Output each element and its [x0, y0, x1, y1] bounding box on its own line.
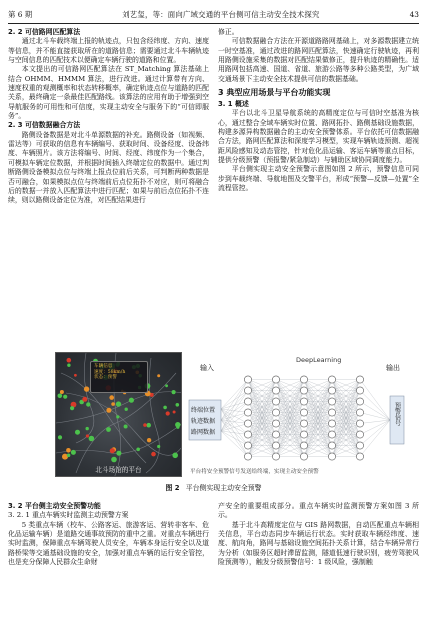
input-road-label: 路网数据 [191, 429, 216, 436]
output-warning-label: 预警信号 [393, 402, 401, 426]
network-node [244, 420, 251, 427]
network-node [272, 387, 279, 394]
paragraph-continuation: 产安全的重要组成部分。重点车辆实时监测预警方案如图 3 所示。 [218, 502, 419, 520]
figure-number: 图 2 [165, 484, 180, 492]
figure-caption-text: 平台侧实现主动安全预警 [185, 484, 262, 492]
vehicle-point [66, 448, 71, 453]
network-node [244, 442, 251, 449]
paragraph: 通过北斗车载终端上报的轨迹点，只包含经纬度、方向、速度等信息，并不能直接获取所在的道路信息；需要通过北斗车辆轨迹与空间信息的匹配技术以便确定车辆行驶的道路和位置。 [8, 37, 209, 65]
section-heading-2-3: 2. 3 可信数据融合方法 [8, 121, 81, 130]
network-node [272, 431, 279, 438]
left-column-top [8, 28, 209, 206]
vehicle-point [75, 430, 80, 435]
paragraph: 5 类重点车辆（校车、公路客运、旅游客运、营转非客车、危化品运输车辆）是道路交通事故预防的重中之重。对重点车辆进行实时监测，保障重点车辆驾驶人员安全，车辆本身运行安全以及道路桥梁等交通基础设施的安全，加强对重点车辆的运行安全管控，也是充分保障人民群众生命财 [8, 520, 209, 567]
network-node [272, 398, 279, 405]
bottom-note: 平台将安全预警信号发送给终端，实现主动安全预警 [190, 469, 319, 475]
network-node [356, 442, 363, 449]
deep-learning-diagram [186, 352, 418, 477]
vehicle-point [176, 426, 179, 429]
network-edge [221, 424, 248, 432]
network-node [244, 376, 251, 383]
popup-line: 速度：58km/h [94, 369, 126, 375]
paragraph: 可信数据融合方法在开源道路路网基础上，对多源数据建立统一时空基准，通过改进的路网匹配算法，快速确定行驶轨迹，再利用路侧设施采集的数据对匹配结果做修正，提升轨迹的精确性。适用路网包括高速、国道、省道、旅游公路等多种公路类型，为广域交通场景下主动安全技术提供可信的数据基础。 [218, 37, 419, 83]
network-edge [221, 431, 248, 446]
vehicle-point [67, 358, 72, 363]
network-edge [221, 380, 248, 432]
network-edge [221, 413, 248, 432]
vehicle-point [60, 390, 64, 394]
input-label: 输入 [200, 364, 214, 372]
network-edge [360, 420, 390, 424]
network-node [328, 453, 335, 460]
vehicle-point [106, 427, 111, 432]
network-edge [360, 391, 390, 421]
vehicle-point [173, 411, 176, 414]
network-node [300, 420, 307, 427]
figure-caption [0, 482, 427, 492]
section-heading-3-1: 3. 1 概述 [218, 100, 249, 109]
vehicle-point [110, 448, 115, 453]
network-node [300, 431, 307, 438]
vehicle-point [163, 406, 167, 410]
input-terminal-label: 终端位置 [191, 407, 216, 414]
vehicle-point [172, 453, 178, 459]
network-node [328, 409, 335, 416]
vehicle-point [172, 390, 176, 394]
vehicle-point [124, 425, 128, 429]
section-heading-3-2: 3. 2 平台侧主动安全预警功能 [8, 502, 101, 510]
vehicle-point [146, 423, 151, 428]
network-node [272, 420, 279, 427]
vehicle-point [111, 402, 115, 406]
popup-line: 车辆信息 [94, 364, 113, 369]
vehicle-point [63, 395, 67, 399]
network-edge [360, 420, 390, 457]
vehicle-point [116, 401, 121, 406]
paragraph: 路侧设备数据是对北斗单源数据的补充。路侧设备（如视频、雷达等）可获取的信息有车辆编号、获取时间、设备经度、设备纬度、车辆照片。该方法将编号、时间、经度、纬度作为一个集合，可模拟车辆定位数据，并根据时间插入终端定位的数据中。通过判断路侧设备模拟点位与终端上报点位前后关系，可判断两种数据是否可融合，如果模拟点位与终端前后点位拓扑不对应，则可将融合后的数据一并放入匹配算法中进行匹配；如果与前后点位拓扑不连续，则以路侧设备定位为准，对匹配结果进行 [8, 130, 209, 205]
network-edge [360, 380, 390, 421]
popup-line: 状态：预警 [94, 375, 117, 380]
running-title: 刘艺玺，等：面向广域交通的平台侧可信主动安全技术探究 [122, 9, 320, 19]
network-node [300, 409, 307, 416]
input-box [189, 400, 221, 440]
page-header [8, 7, 419, 21]
vehicle-point [157, 374, 160, 377]
network-edge [360, 413, 390, 421]
section-heading-2-2: 2. 2 可信路网匹配算法 [8, 28, 81, 36]
page-number: 43 [409, 9, 419, 19]
issue-number: 第 6 期 [8, 9, 33, 19]
vehicle-point [67, 454, 71, 458]
net-title: DeepLearning [296, 356, 342, 364]
network-node [328, 431, 335, 438]
network-node [244, 431, 251, 438]
vehicle-point [116, 415, 119, 418]
output-label: 输出 [386, 364, 400, 372]
network-node [328, 387, 335, 394]
vehicle-point [86, 427, 89, 430]
paragraph: 本文提出的可信路网匹配算法在 ST_Matching 算法基础上结合 OHMM、HMMM 算法，进行改进。通过计算带有方向、速度权重的观测概率和状态转移概率，确定轨迹点位与道路的匹配关系，最终确定一条最佳匹配路线。该算法的应用有助于增强到空导航服务的可用性和可信度，实现主动安全与服务下的“可信即服务”。 [8, 65, 209, 121]
network-node [272, 453, 279, 460]
header-rule [8, 23, 419, 24]
vehicle-point [176, 403, 180, 407]
vehicle-info-popup [90, 361, 148, 393]
network-node [356, 387, 363, 394]
network-node [328, 376, 335, 383]
network-edge [221, 431, 248, 435]
vehicle-point [70, 406, 74, 410]
network-node [356, 376, 363, 383]
vehicle-point [166, 411, 170, 415]
paragraph: 基于北斗高精度定位与 GIS 路网数据，自动匹配重点车辆相关信息，平台动态同步车辆运行状态。实时获取车辆经纬度、速度、航向角，路网与基础设施空间拓扑关系计算，结合车辆异常行为分析（如服务区超时滞留监测，隧道低速行驶识别，疲劳驾驶风险预测等），触发分级预警信号：1 级风险，强制触 [218, 520, 419, 567]
network-node [328, 420, 335, 427]
network-node [300, 376, 307, 383]
network-node [300, 453, 307, 460]
paragraph: 平台侧实现主动安全预警示意图如图 2 所示，预警信息可同步到车载终端、导航地图及交警平台，形成“预警—反馈—处置”全流程管控。 [218, 165, 419, 193]
vehicle-point [157, 445, 160, 448]
network-edge [221, 380, 248, 421]
vehicle-point [116, 451, 121, 456]
vehicle-point [125, 408, 128, 411]
network-edge [360, 420, 390, 435]
vehicle-point [58, 435, 62, 439]
paragraph: 平台以北斗卫星导航系统的高精度定位与可信时空基准为核心，通过整合全域车辆实时位置、路网拓扑、路侧基础设施数据，构建多源异构数据融合的主动安全预警体系。平台依托可信数据融合方法，路网匹配算法和深度学习模型，实现车辆轨迹预测、超视距风险感知及动态管控，针对危化品运输、客运车辆等重点目标，提供分级预警（预报警/紧急制动）与辅助区域协同调度能力。 [218, 109, 419, 165]
vehicle-point [111, 457, 117, 463]
network-edge [360, 420, 390, 446]
vehicle-point [129, 398, 134, 403]
vehicle-point [143, 423, 147, 427]
network-node [244, 409, 251, 416]
network-node [356, 398, 363, 405]
network-node [356, 420, 363, 427]
vehicle-point [165, 384, 168, 387]
vehicle-point [147, 438, 151, 442]
vehicle-point [82, 397, 87, 402]
network-edge [221, 431, 248, 457]
vehicle-point [74, 374, 77, 377]
network-edge [360, 402, 390, 421]
network-node [272, 409, 279, 416]
vehicle-point [86, 402, 90, 406]
platform-screenshot [55, 352, 182, 477]
vehicle-point [71, 450, 76, 455]
network-node [300, 398, 307, 405]
vehicle-point [136, 448, 140, 452]
network-node [244, 453, 251, 460]
network-node [356, 453, 363, 460]
vehicle-point [86, 434, 89, 437]
network-node [300, 442, 307, 449]
network-node [356, 431, 363, 438]
paragraph-continuation: 修正。 [218, 28, 239, 36]
subsection-heading-3-2-1: 3. 2. 1 重点车辆实时监测主动预警方案 [8, 511, 129, 520]
network-edge [221, 380, 248, 410]
vehicle-point [89, 436, 95, 442]
vehicle-point [106, 408, 111, 413]
network-edge [221, 391, 248, 432]
network-node [272, 442, 279, 449]
photo-caption: 北斗场馆的平台 [95, 466, 142, 474]
output-box [390, 396, 404, 444]
network-node [244, 398, 251, 405]
left-column-bottom [8, 502, 209, 567]
right-column-top [218, 28, 419, 194]
vehicle-point [109, 395, 114, 400]
input-track-label: 轨迹数据 [191, 418, 216, 425]
vehicle-point [151, 452, 156, 457]
network-node [300, 387, 307, 394]
vehicle-point [67, 364, 70, 367]
vehicle-point [58, 394, 63, 399]
network-node [356, 409, 363, 416]
vehicle-point [84, 386, 89, 391]
network-node [328, 442, 335, 449]
network-node [272, 376, 279, 383]
section-heading-3: 3 典型应用场景与平台功能实现 [218, 88, 331, 98]
right-column-bottom [218, 502, 419, 567]
network-node [328, 398, 335, 405]
network-node [244, 387, 251, 394]
